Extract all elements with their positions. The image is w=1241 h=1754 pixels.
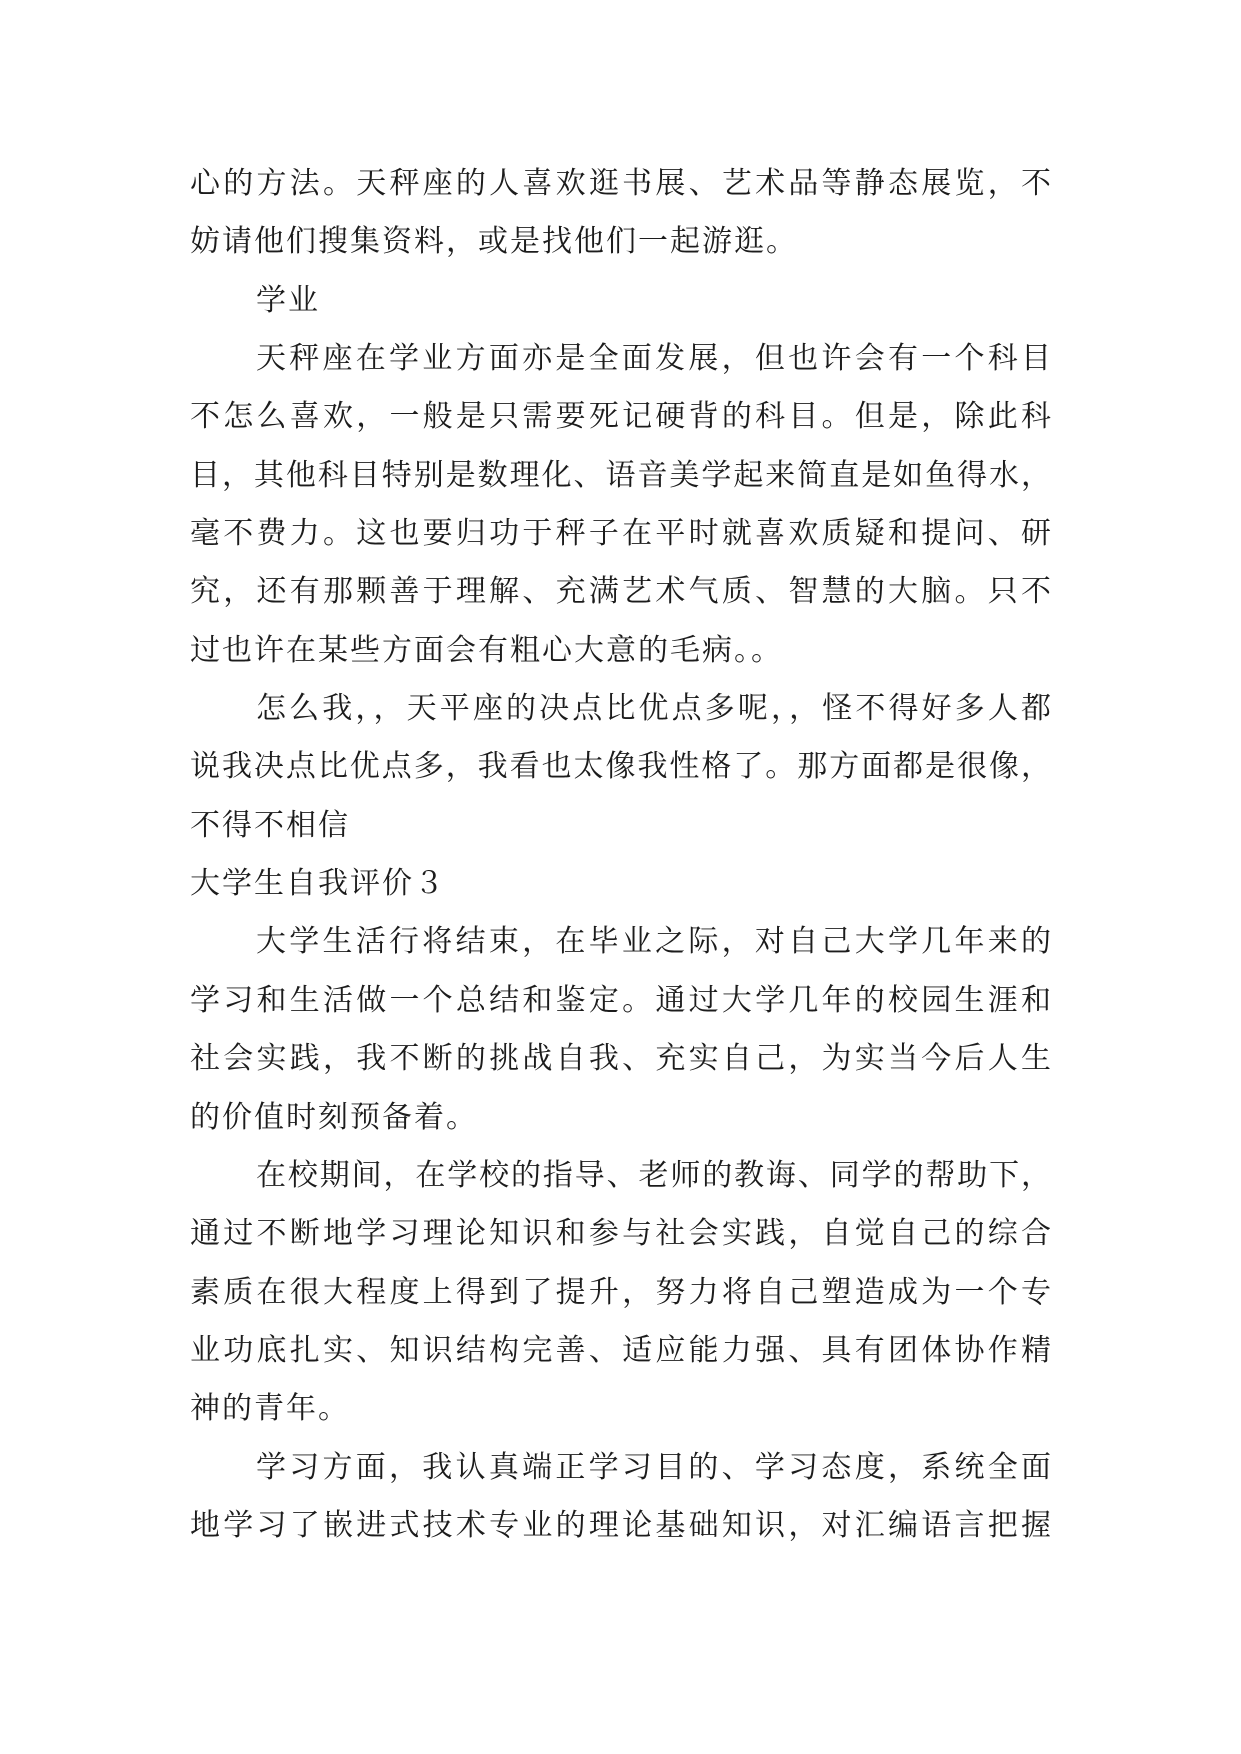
text-line: 地学习了嵌进式技术专业的理论基础知识，对汇编语言把握 <box>190 1508 1051 1542</box>
document-body <box>190 155 1051 1555</box>
text-line: 业功底扎实、知识结构完善、适应能力强、具有团体协作精 <box>190 1333 1051 1367</box>
text-line: 心的方法。天秤座的人喜欢逛书展、艺术品等静态展览，不 <box>190 167 1051 200</box>
text-line: 神的青年。 <box>190 1392 350 1426</box>
paragraph <box>190 330 1051 680</box>
section-heading-text: 大学生自我评价３ <box>190 867 446 901</box>
text-line: 学习和生活做一个总结和鉴定。通过大学几年的校园生涯和 <box>190 983 1051 1017</box>
subheading-text: 学业 <box>256 283 320 317</box>
text-line: 目，其他科目特别是数理化、语音美学起来简直是如鱼得水， <box>190 458 1051 492</box>
paragraph <box>190 680 1051 855</box>
text-line: 通过不断地学习理论知识和参与社会实践，自觉自己的综合 <box>190 1217 1051 1251</box>
section-heading <box>190 855 1051 913</box>
text-line: 说我决点比优点多，我看也太像我性格了。那方面都是很像， <box>190 750 1051 784</box>
subheading <box>190 272 1051 330</box>
text-line: 妨请他们搜集资料，或是找他们一起游逛。 <box>190 225 798 259</box>
text-line: 不得不相信 <box>190 808 350 842</box>
text-line: 学习方面，我认真端正学习目的、学习态度，系统全面 <box>256 1450 1051 1484</box>
text-line: 大学生活行将结束，在毕业之际，对自己大学几年来的 <box>256 925 1051 959</box>
paragraph <box>190 1439 1051 1556</box>
text-line: 毫不费力。这也要归功于秤子在平时就喜欢质疑和提问、研 <box>190 517 1051 551</box>
text-line: 怎么我，，天平座的决点比优点多呢，，怪不得好多人都 <box>256 692 1051 726</box>
text-line: 不怎么喜欢，一般是只需要死记硬背的科目。但是，除此科 <box>190 400 1051 434</box>
paragraph-continued <box>190 155 1051 272</box>
text-line: 在校期间，在学校的指导、老师的教诲、同学的帮助下， <box>256 1158 1051 1192</box>
text-line: 的价值时刻预备着。 <box>190 1100 478 1134</box>
paragraph <box>190 913 1051 1146</box>
text-line: 过也许在某些方面会有粗心大意的毛病。。 <box>190 633 783 667</box>
text-line: 素质在很大程度上得到了提升，努力将自己塑造成为一个专 <box>190 1275 1051 1309</box>
text-line: 社会实践，我不断的挑战自我、充实自己，为实当今后人生 <box>190 1042 1051 1076</box>
text-line: 究，还有那颗善于理解、充满艺术气质、智慧的大脑。只不 <box>190 575 1051 609</box>
text-line: 天秤座在学业方面亦是全面发展，但也许会有一个科目 <box>256 342 1051 376</box>
paragraph <box>190 1147 1051 1439</box>
